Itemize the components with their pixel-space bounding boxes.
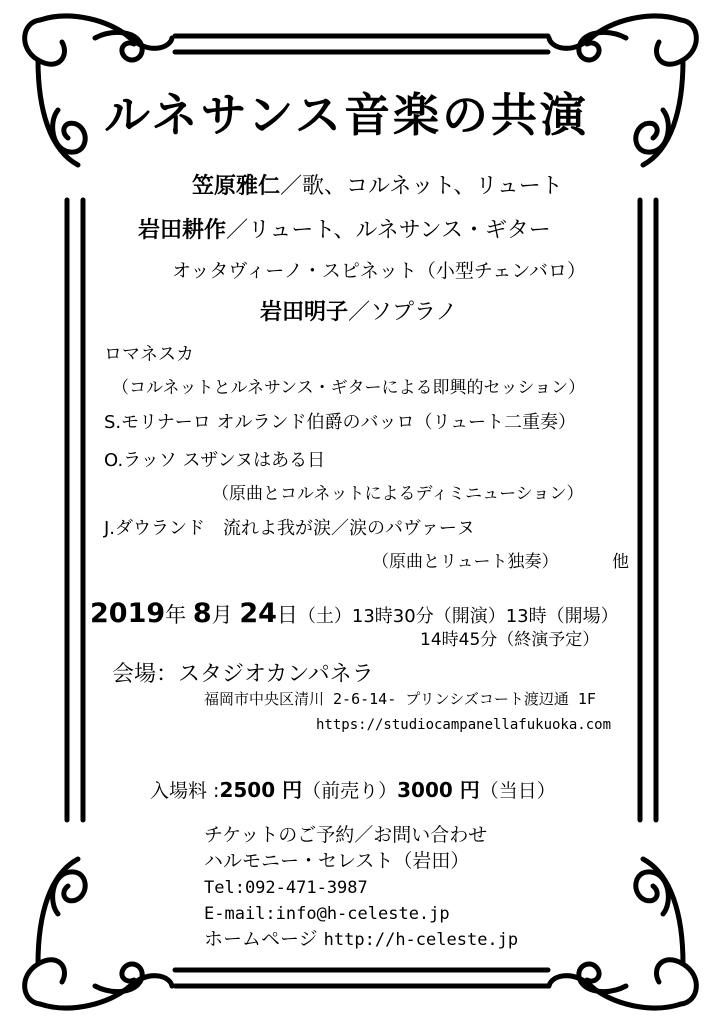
- performer-iwata-kosaku: [138, 220, 551, 242]
- performer-name: 岩田明子: [260, 300, 349, 325]
- program-note: （コルネットとルネサンス・ギターによる即興的セッション）: [112, 378, 586, 398]
- event-times: （土）13時30分（開演）13時（開場）: [297, 606, 619, 627]
- day-unit: 日: [276, 603, 298, 627]
- fee-advance-note: （前売り）: [302, 780, 398, 802]
- homepage-link[interactable]: http://h-celeste.jp: [323, 930, 519, 950]
- fee-advance: 2500 円: [219, 778, 303, 802]
- event-year: 2019: [90, 598, 166, 629]
- month-unit: 月: [211, 603, 233, 627]
- contact-tel[interactable]: Tel:092-471-3987: [204, 878, 368, 898]
- year-unit: 年: [165, 603, 187, 627]
- corner-scroll-bottom-right: [549, 859, 696, 1008]
- event-month: 8: [192, 598, 212, 629]
- event-datetime: [90, 600, 619, 627]
- performer-name: 笠原雅仁: [192, 174, 281, 199]
- venue-url[interactable]: https://studiocampanellafukuoka.com: [316, 717, 612, 733]
- performer-role: ／リュート、ルネサンス・ギター: [226, 218, 551, 243]
- program-note: （原曲とコルネットによるディミニューション）: [212, 484, 584, 504]
- page-title: ルネサンス音楽の共演: [104, 88, 589, 142]
- event-day: 24: [239, 598, 277, 629]
- fee-label: 入場料 :: [150, 780, 220, 802]
- performer-role: ／歌、コルネット、リュート: [280, 174, 563, 199]
- contact-org: ハルモニー・セレスト（岩田）: [204, 850, 470, 872]
- venue-address: 福岡市中央区清川 2-6-14- プリンシズコート渡辺通 1F: [204, 690, 596, 708]
- program-etc: 他: [612, 552, 629, 572]
- event-end-time: 14時45分（終演予定）: [420, 630, 600, 650]
- homepage-label: ホームページ: [204, 928, 318, 950]
- program-item: S.モリナーロ オルランド伯爵のバッロ（リュート二重奏）: [104, 412, 576, 433]
- contact-email[interactable]: E-mail:info@h-celeste.jp: [204, 904, 450, 924]
- contact-homepage: [204, 930, 518, 949]
- performer-role: ／ソプラノ: [348, 300, 458, 325]
- program-item: ロマネスカ: [104, 344, 194, 365]
- admission-fee: [150, 780, 556, 801]
- venue-label: 会場：スタジオカンパネラ: [112, 662, 374, 687]
- contact-heading: チケットのご予約／お問い合わせ: [204, 824, 488, 846]
- performer-role-continued: オッタヴィーノ・スピネット（小型チェンバロ）: [172, 260, 587, 282]
- performer-kasahara: [192, 176, 563, 198]
- performer-iwata-akiko: [260, 302, 457, 324]
- program-item: O.ラッソ スザンヌはある日: [104, 450, 326, 471]
- fee-door: 3000 円: [397, 778, 480, 802]
- program-item: J.ダウランド 流れよ我が涙／涙のパヴァーヌ: [104, 518, 475, 539]
- program-note: （原曲とリュート独奏）: [372, 552, 559, 572]
- corner-scroll-bottom-left: [25, 859, 172, 1008]
- performer-name: 岩田耕作: [138, 218, 227, 243]
- fee-door-note: （当日）: [479, 780, 556, 802]
